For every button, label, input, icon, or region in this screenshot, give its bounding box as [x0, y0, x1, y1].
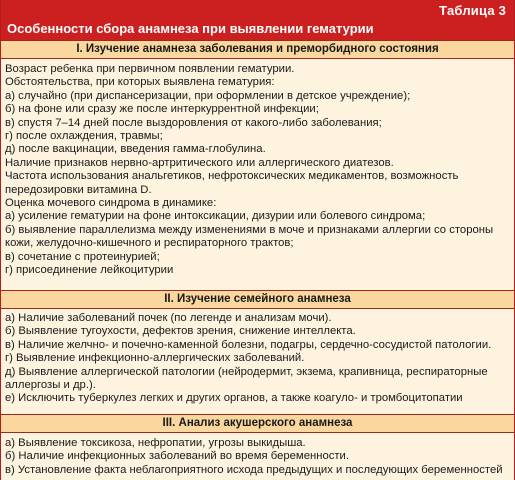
- list-item: б) Наличие инфекционных заболеваний во время беременности.: [5, 450, 350, 463]
- list-item: г) присоединение лейкоцитурии: [5, 264, 174, 277]
- table-number: Таблица 3: [439, 3, 506, 18]
- section-3-heading: III. Анализ акушерского анамнеза: [1, 414, 514, 433]
- list-item: г) после охлаждения, травмы;: [5, 130, 163, 143]
- list-item: Возраст ребенка при первичном появлении гематурии.: [5, 63, 295, 75]
- section-2-heading: II. Изучение семейного анамнеза: [1, 290, 514, 309]
- list-item: а) Выявление токсикоза, нефропатии, угрозы выкидыша.: [5, 437, 306, 449]
- list-item: г) Выявление инфекционно-аллергических заболеваний.: [5, 352, 305, 365]
- list-item: а) усиление гематурии на фоне интоксикации, дизурии или болевого синдрома;: [5, 210, 426, 223]
- list-item: б) выявление параллелизма между изменениями в моче и признаками аллергии со стороны кожи, желудочно-кишечного и респираторного трактов;: [5, 223, 494, 250]
- list-item: Наличие признаков нервно-артритического или аллергического диатезов.: [5, 156, 394, 169]
- section-3-body: [5, 437, 513, 477]
- list-item: д) после вакцинации, введения гамма-глобулина.: [5, 143, 266, 156]
- table-title-bar: [1, 0, 514, 40]
- list-item: е) Исключить туберкулез легких и других органов, а также коагуло- и тромбоцитопатии: [5, 392, 463, 405]
- list-item: в) Наличие желчно- и почечно-каменной болезни, подагры, сердечно-сосудистой патологии.: [5, 338, 492, 351]
- section-1-heading: I. Изучение анамнеза заболевания и преморбидного состояния: [1, 40, 514, 59]
- list-item: а) случайно (при диспансеризации, при оформлении в детское учреждение);: [5, 89, 411, 102]
- section-2-body: [5, 312, 513, 406]
- list-item: в) сочетание с протеинурией;: [5, 250, 160, 263]
- list-item: а) Наличие заболеваний почек (по легенде и анализам мочи).: [5, 312, 332, 324]
- section-1-body: [5, 63, 513, 278]
- list-item: в) Установление факта неблагоприятного исхода предыдущих и последующих беременностей: [5, 463, 503, 476]
- list-item: в) спустя 7–14 дней после выздоровления от какого-либо заболевания;: [5, 116, 382, 129]
- list-item: Оценка мочевого синдрома в динамике:: [5, 197, 217, 210]
- list-item: б) Выявление тугоухости, дефектов зрения, снижение интеллекта.: [5, 325, 356, 338]
- list-item: Частота использования анальгетиков, нефротоксических медикаментов, возможность передозировки витамина D.: [5, 170, 459, 196]
- table-title: Особенности сбора анамнеза при выявлении гематурии: [7, 21, 374, 36]
- list-item: д) Выявление аллергической патологии (нейродермит, экзема, крапивница, респираторные аллергозы и др.).: [5, 365, 488, 392]
- list-item: б) на фоне или сразу же после интеркуррентной инфекции;: [5, 103, 319, 116]
- list-item: Обстоятельства, при которых выявлена гематурия:: [5, 76, 275, 89]
